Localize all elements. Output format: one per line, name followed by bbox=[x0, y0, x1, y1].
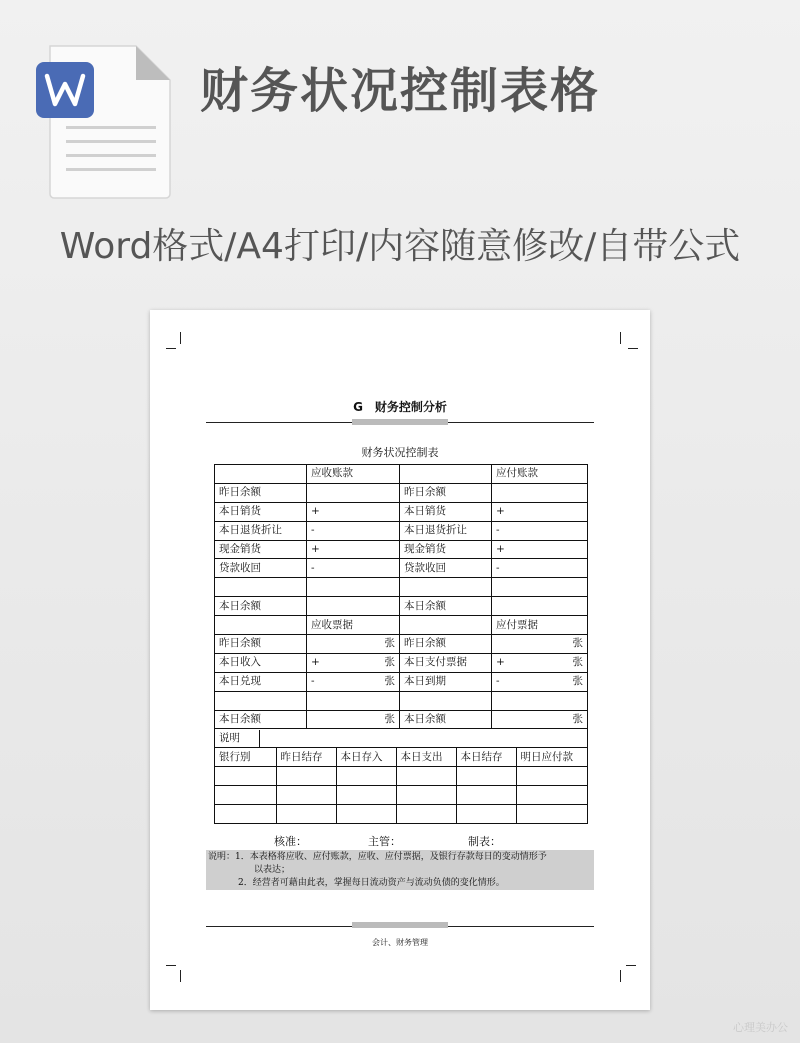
notes-receivable-sign: - bbox=[311, 675, 315, 688]
table-row bbox=[215, 729, 588, 748]
table-row bbox=[215, 578, 588, 597]
word-document-icon bbox=[36, 44, 172, 200]
payable-sign: - bbox=[492, 521, 588, 540]
bank-cell bbox=[456, 786, 516, 805]
crop-mark bbox=[166, 348, 176, 349]
receivable-title: 应收账款 bbox=[307, 465, 400, 484]
receivable-sign: + bbox=[307, 540, 400, 559]
payable-label: 本日余额 bbox=[400, 597, 492, 616]
notes-box bbox=[206, 850, 594, 890]
table-row bbox=[215, 786, 588, 805]
notes-receivable-unit: 张 bbox=[384, 713, 395, 726]
bank-cell bbox=[456, 805, 516, 823]
header-title: 财务控制分析 bbox=[374, 400, 447, 414]
bank-cell bbox=[516, 767, 588, 786]
crop-mark bbox=[628, 348, 638, 349]
bank-cell bbox=[396, 767, 456, 786]
crop-mark bbox=[166, 965, 176, 966]
notes-payable-unit: 张 bbox=[572, 675, 583, 688]
payable-sign bbox=[492, 483, 588, 502]
bank-header: 昨日结存 bbox=[276, 748, 336, 766]
notes-payable-sign: + bbox=[496, 656, 505, 669]
bank-cell bbox=[276, 805, 336, 823]
receivable-label: 现金销货 bbox=[215, 540, 307, 559]
receivable-label: 本日销货 bbox=[215, 502, 307, 521]
notes-payable-label: 本日余额 bbox=[400, 710, 492, 729]
bank-cell bbox=[456, 767, 516, 786]
bank-cell bbox=[516, 786, 588, 805]
signoff-approve: 核准： bbox=[274, 835, 307, 848]
bank-cell bbox=[516, 805, 588, 823]
receivable-label: 昨日余额 bbox=[215, 483, 307, 502]
notes-receivable-label: 本日余额 bbox=[215, 710, 307, 729]
signoff-supervisor: 主管： bbox=[368, 835, 401, 848]
bank-header: 明日应付款 bbox=[516, 748, 588, 766]
payable-sign: - bbox=[492, 559, 588, 578]
bank-cell bbox=[396, 786, 456, 805]
receivable-label: 本日余额 bbox=[215, 597, 307, 616]
notes-receivable-unit: 张 bbox=[384, 637, 395, 650]
table-row bbox=[215, 691, 588, 710]
hero-title: 财务状况控制表格 bbox=[200, 63, 601, 119]
footer-rule-accent bbox=[352, 922, 448, 928]
table-title: 财务状况控制表 bbox=[361, 446, 439, 459]
notes-payable-unit: 张 bbox=[572, 713, 583, 726]
bank-cell bbox=[336, 805, 396, 823]
receivable-label: 贷款收回 bbox=[215, 559, 307, 578]
bank-cell bbox=[215, 767, 276, 786]
payable-label: 昨日余额 bbox=[400, 483, 492, 502]
crop-mark bbox=[626, 965, 636, 966]
crop-mark bbox=[180, 970, 181, 982]
table-row bbox=[215, 653, 588, 672]
document-header bbox=[150, 398, 650, 415]
table-row bbox=[215, 635, 588, 654]
payable-sign bbox=[492, 578, 588, 597]
table-row bbox=[215, 483, 588, 502]
header-rule-accent bbox=[352, 419, 448, 425]
table-row bbox=[215, 748, 588, 766]
crop-mark bbox=[620, 332, 621, 344]
table-row bbox=[215, 805, 588, 823]
table-row bbox=[215, 767, 588, 786]
payable-label: 本日退货折让 bbox=[400, 521, 492, 540]
notes-receivable-unit: 张 bbox=[384, 675, 395, 688]
receivable-sign: - bbox=[307, 559, 400, 578]
signoff-preparer: 制表： bbox=[468, 835, 501, 848]
table-row bbox=[215, 559, 588, 578]
hero-subtitle: Word格式/A4打印/内容随意修改/自带公式 bbox=[59, 226, 741, 267]
crop-mark bbox=[620, 970, 621, 982]
receivable-sign bbox=[307, 578, 400, 597]
payable-label: 贷款收回 bbox=[400, 559, 492, 578]
notes-payable-title: 应付票据 bbox=[492, 616, 588, 635]
note-line: 2．经营者可藉由此表，掌握每日流动资产与流动负债的变化情形。 bbox=[238, 878, 505, 888]
receivable-sign: - bbox=[307, 521, 400, 540]
payable-title: 应付账款 bbox=[492, 465, 588, 484]
note-line: 以表达； bbox=[254, 865, 291, 875]
notes-payable-unit: 张 bbox=[572, 637, 583, 650]
note-line: 说明：1．本表格将应收、应付账款，应收、应付票据，及银行存款每日的变动情形予 bbox=[208, 852, 547, 862]
notes-payable-unit: 张 bbox=[572, 656, 583, 669]
notes-receivable-title: 应收票据 bbox=[307, 616, 400, 635]
bank-header: 银行别 bbox=[215, 748, 276, 766]
table-row bbox=[215, 616, 588, 635]
bank-cell bbox=[276, 767, 336, 786]
notes-receivable-sign: + bbox=[311, 656, 320, 669]
table-row bbox=[215, 465, 588, 484]
payable-label: 本日销货 bbox=[400, 502, 492, 521]
bank-cell bbox=[396, 805, 456, 823]
crop-mark bbox=[180, 332, 181, 344]
notes-payable-label: 本日支付票据 bbox=[400, 653, 492, 672]
payable-label bbox=[400, 578, 492, 597]
table-row bbox=[215, 502, 588, 521]
bank-cell bbox=[215, 805, 276, 823]
notes-receivable-label: 昨日余额 bbox=[215, 635, 307, 654]
payable-sign: + bbox=[492, 540, 588, 559]
receivable-sign bbox=[307, 597, 400, 616]
bank-header: 本日结存 bbox=[456, 748, 516, 766]
notes-payable-label: 昨日余额 bbox=[400, 635, 492, 654]
receivable-label bbox=[215, 578, 307, 597]
notes-receivable-label: 本日收入 bbox=[215, 653, 307, 672]
receivable-sign bbox=[307, 483, 400, 502]
table-row bbox=[215, 597, 588, 616]
remark-label: 说明 bbox=[215, 730, 260, 747]
header-code: G bbox=[353, 400, 363, 414]
bank-cell bbox=[276, 786, 336, 805]
table-row bbox=[215, 710, 588, 729]
document-page bbox=[150, 310, 650, 1010]
table-row bbox=[215, 540, 588, 559]
table-row bbox=[215, 521, 588, 540]
payable-sign bbox=[492, 597, 588, 616]
table-row bbox=[215, 748, 588, 824]
bank-header: 本日存入 bbox=[336, 748, 396, 766]
footer-text: 会计、财务管理 bbox=[372, 938, 428, 947]
notes-receivable-unit: 张 bbox=[384, 656, 395, 669]
receivable-sign: + bbox=[307, 502, 400, 521]
bank-header: 本日支出 bbox=[396, 748, 456, 766]
receivable-label: 本日退货折让 bbox=[215, 521, 307, 540]
notes-receivable-label: 本日兑现 bbox=[215, 672, 307, 691]
payable-sign: + bbox=[492, 502, 588, 521]
notes-payable-label: 本日到期 bbox=[400, 672, 492, 691]
notes-payable-label bbox=[400, 691, 492, 710]
bank-cell bbox=[215, 786, 276, 805]
bank-cell bbox=[336, 767, 396, 786]
notes-payable-sign: - bbox=[496, 675, 500, 688]
table-row bbox=[215, 672, 588, 691]
watermark: 心理美办公 bbox=[733, 1021, 788, 1034]
bank-table bbox=[215, 748, 588, 823]
financial-control-table bbox=[214, 464, 588, 824]
bank-cell bbox=[336, 786, 396, 805]
payable-label: 现金销货 bbox=[400, 540, 492, 559]
notes-receivable-label bbox=[215, 691, 307, 710]
